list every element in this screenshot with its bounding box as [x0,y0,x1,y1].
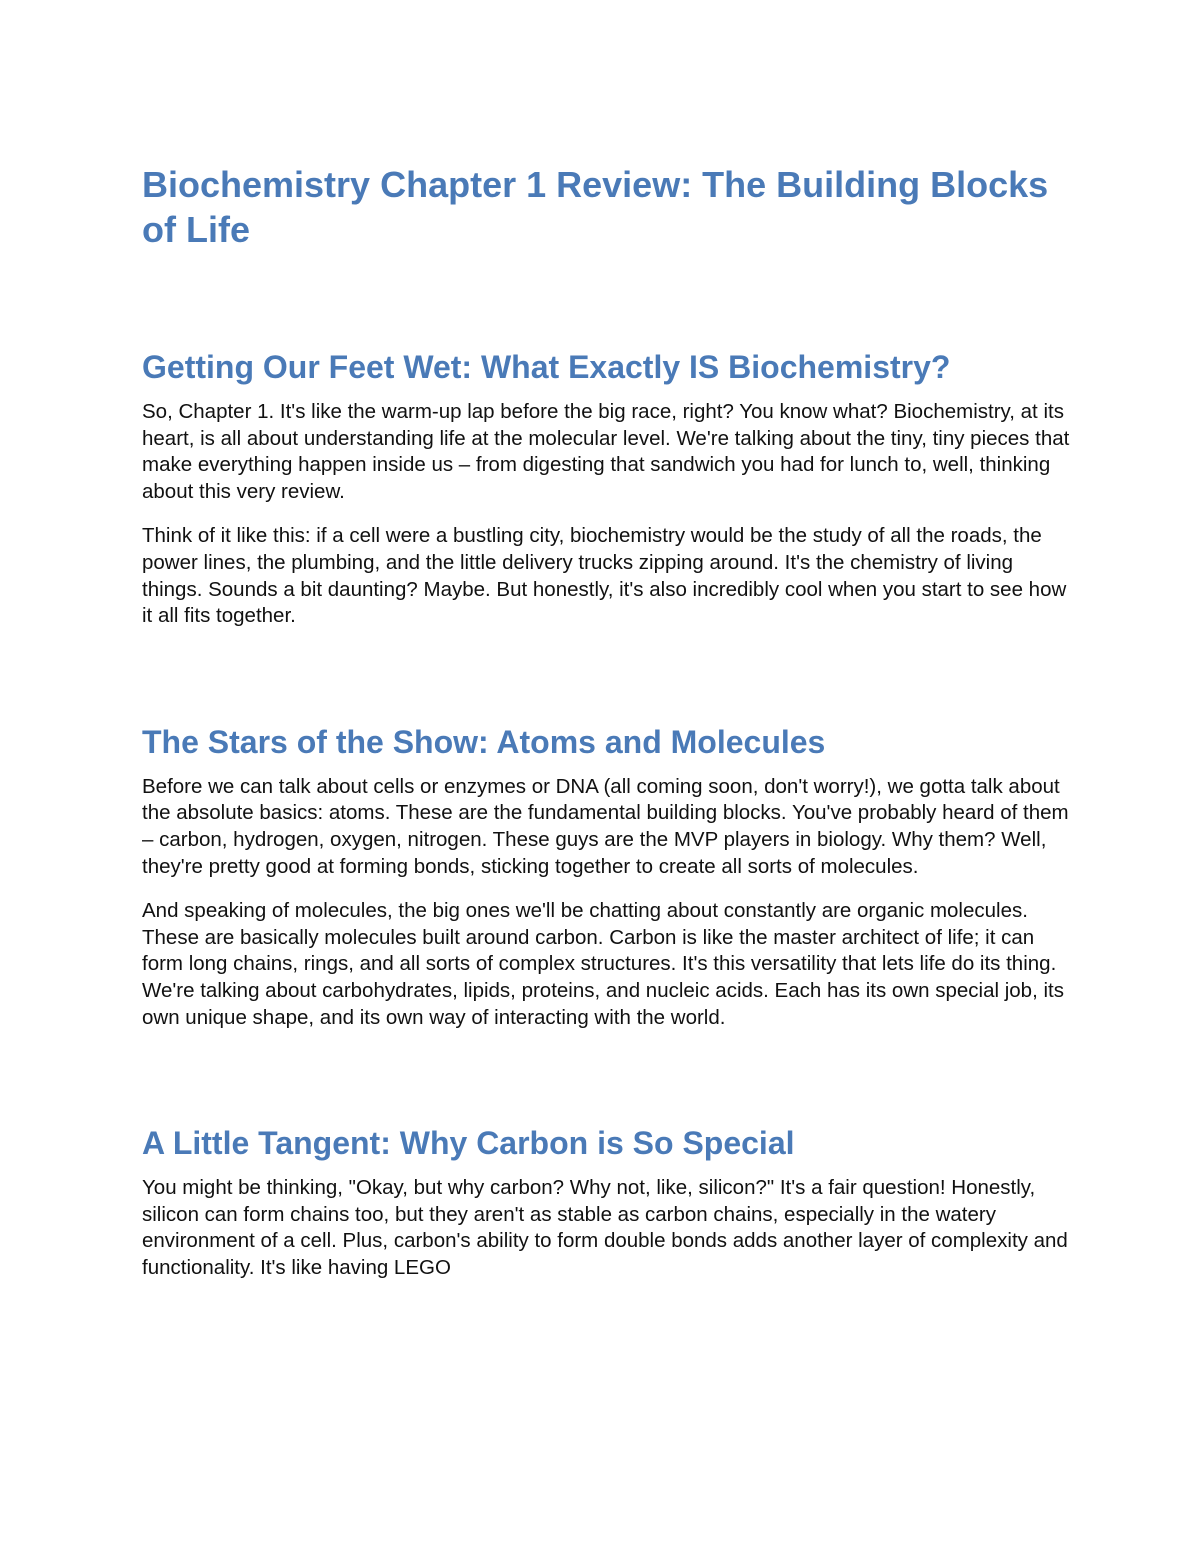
paragraph-atoms-1: Before we can talk about cells or enzymes or DNA (all coming soon, don't worry!), we gotta talk about the absolute basics: atoms. These are the fundamental building blocks. You've probably heard of them – carbon, hydrogen, oxygen, nitrogen. These guys are the MVP players in biology. Why them? Well, they're pretty good at forming bonds, sticking together to create all sorts of molecules. [142,774,1069,878]
page-title: Biochemistry Chapter 1 Review: The Building Blocks of Life [142,164,1049,250]
section-heading-carbon: A Little Tangent: Why Carbon is So Special [142,1125,795,1162]
section-heading-biochemistry: Getting Our Feet Wet: What Exactly IS Biochemistry? [142,349,951,385]
document-body [142,162,1072,1281]
paragraph-intro-2: Think of it like this: if a cell were a bustling city, biochemistry would be the study of all the roads, the power lines, the plumbing, and the little delivery trucks zipping around. It's the chemistry of living things. Sounds a bit daunting? Maybe. But honestly, it's also incredibly cool when you start to see how it all fits together. [142,524,1067,628]
section-heading-atoms-molecules: The Stars of the Show: Atoms and Molecules [142,723,826,760]
paragraph-atoms-2: And speaking of molecules, the big ones we'll be chatting about constantly are organic molecules. These are basically molecules built around carbon. Carbon is like the master architect of life; it can form long chains, rings, and all sorts of complex structures. It's this versatility that lets life do its thing. We're talking about carbohydrates, lipids, proteins, and nucleic acids. Each has its own special job, its own unique shape, and its own way of interacting with the world. [142,899,1064,1029]
paragraph-intro-1: So, Chapter 1. It's like the warm-up lap before the big race, right? You know what? Biochemistry, at its heart, is all about understanding life at the molecular level. We're talking about the tiny, tiny pieces that make everything happen inside us – from digesting that sandwich you had for lunch to, well, thinking about this very review. [142,400,1070,503]
paragraph-carbon-1: You might be thinking, "Okay, but why carbon? Why not, like, silicon?" It's a fair question! Honestly, silicon can form chains too, but they aren't as stable as carbon chains, especially in the watery environment of a cell. Plus, carbon's ability to form double bonds adds another layer of complexity and functionality. It's like having LEGO [142,1176,1068,1279]
